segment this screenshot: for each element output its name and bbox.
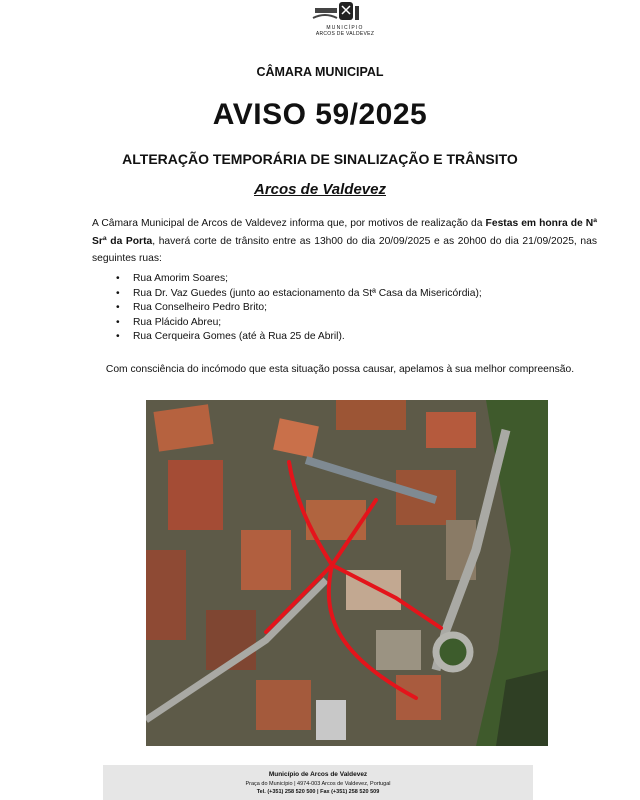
footer-address: Praça do Município | 4974-003 Arcos de Valdevez, Portugal [245, 781, 391, 787]
event-name: Festas em honra de Nª Srª da Porta [92, 218, 597, 247]
footer-name: Município de Arcos de Valdevez [268, 771, 368, 778]
footer [103, 765, 533, 800]
list-item: • Rua Dr. Vaz Guedes (junto ao estacionamento da Stª Casa da Misericórdia); [116, 287, 482, 302]
notice-title: AVISO 59/2025 [212, 98, 428, 131]
coat-of-arms-icon [309, 0, 381, 26]
aerial-map [146, 400, 548, 746]
list-item: • Rua Cerqueira Gomes (até à Rua 25 de Abril). [116, 330, 482, 345]
closed-streets-list [116, 272, 482, 345]
list-item: • Rua Conselheiro Pedro Brito; [116, 301, 482, 316]
notice-subtitle: ALTERAÇÃO TEMPORÁRIA DE SINALIZAÇÃO E TRÂNSITO [122, 151, 518, 167]
footer-contacts: Tel. (+351) 258 520 500 | Fax (+351) 258 520 509 [256, 789, 380, 795]
body-closure-period: , haverá corte de trânsito entre as 13h00 do dia 20/09/2025 e as 20h00 do dia 21/09/2025, nas seguintes ruas: [92, 235, 597, 264]
notice-body [92, 215, 597, 268]
list-item: • Rua Amorim Soares; [116, 272, 482, 287]
logo-line-2: ARCOS DE VALDEVEZ [315, 31, 375, 37]
closing-paragraph: Com consciência do incómodo que esta situação possa causar, apelamos à sua melhor compreensão. [105, 364, 575, 375]
list-item: • Rua Plácido Abreu; [116, 316, 482, 331]
organization-heading: CÂMARA MUNICIPAL [256, 65, 384, 79]
body-intro: A Câmara Municipal de Arcos de Valdevez informa que, por motivos de realização da [92, 218, 483, 229]
notice-location: Arcos de Valdevez [253, 181, 386, 198]
municipality-logo [309, 0, 381, 40]
logo-line-1: MUNICÍPIO [326, 25, 364, 31]
